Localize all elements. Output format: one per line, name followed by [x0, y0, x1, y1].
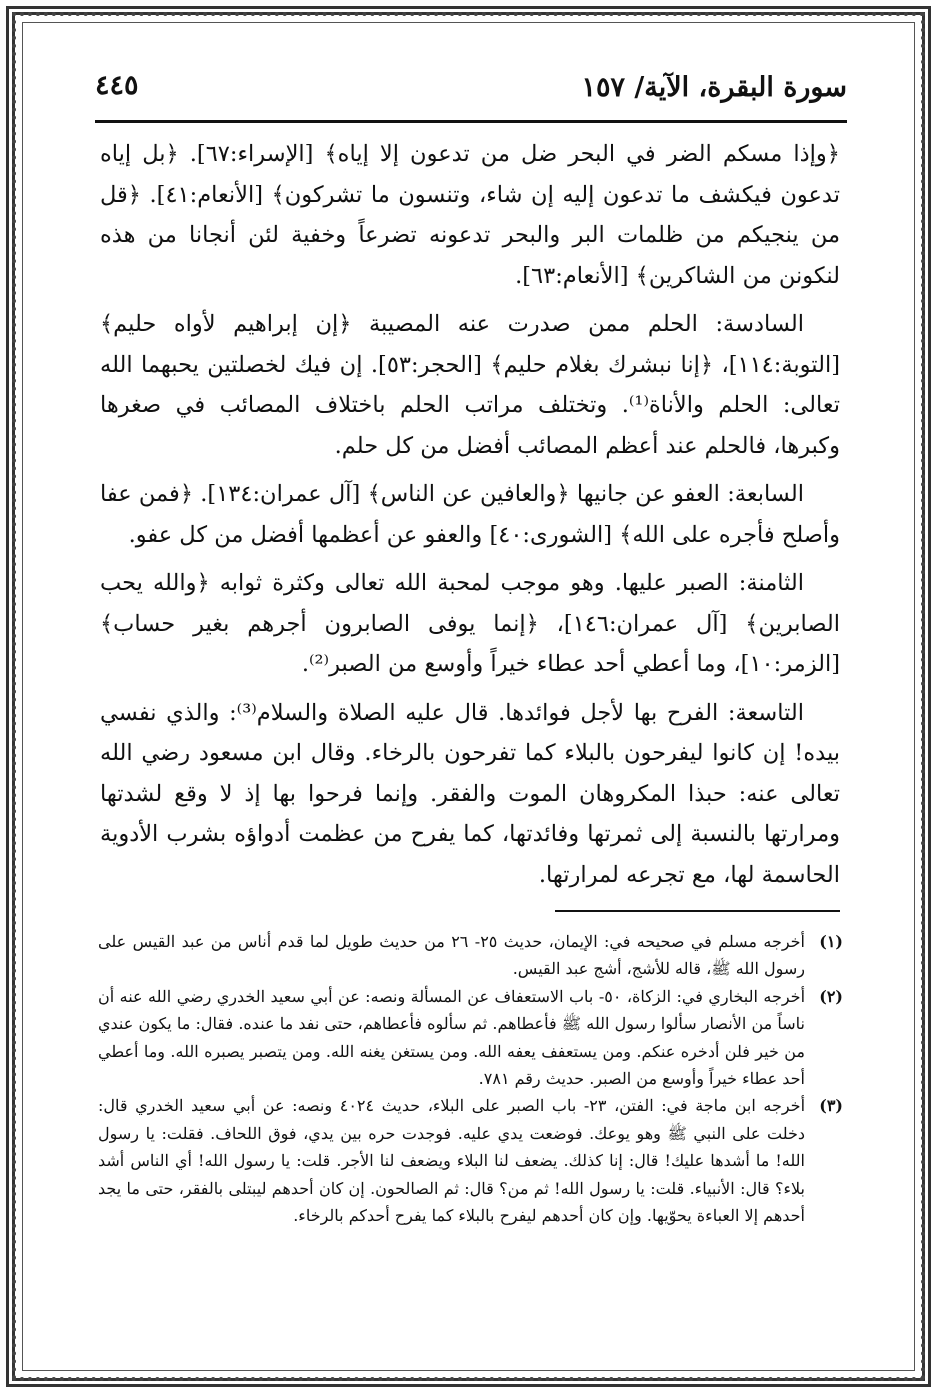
footnote-number: (١) — [819, 932, 843, 951]
main-text — [100, 134, 840, 895]
footnote-text: أخرجه البخاري في: الزكاة، ٥٠- باب الاستعفاف عن المسألة ونصه: عن أبي سعيد الخدري رضي الله عنه أن ناساً من الأنصار سألوا رسول الله ﷺ فأعطاهم. ثم سألوه فأعطاهم، حتى نفد ما عنده. فقال: ما يكون عندي من خير فلن أدخره عنكم. ومن يستعفف يعفه الله. ومن يستغن يغنه الله. ومن يتصبر يصبره الله. وما أعطي أحد عطاء خيراً وأوسع من الصبر. حديث رقم ٧٨١. — [98, 986, 806, 1089]
paragraph-eighth: الثامنة: الصبر عليها. وهو موجب لمحبة الله تعالى وكثرة ثوابه ﴿والله يحب الصابرين﴾ [آل عمران:١٤٦]، ﴿إنما يوفى الصابرون أجرهم بغير حساب﴾[الزمر:١٠]، وما أعطي أحد عطاء خيراً وأوسع من الصبر⁽²⁾. — [100, 570, 840, 677]
running-title: سورة البقرة، الآية/ ١٥٧ — [581, 72, 847, 103]
footnote-3 — [98, 1092, 843, 1229]
footnote-text: أخرجه مسلم في صحيحه في: الإيمان، حديث ٢٥- ٢٦ من حديث طويل لما قدم أناس من عبد القيس على رسول الله ﷺ، قاله للأشج، أشج عبد القيس. — [98, 932, 805, 979]
footnote-text: أخرجه ابن ماجة في: الفتن، ٢٣- باب الصبر على البلاء، حديث ٤٠٢٤ ونصه: عن أبي سعيد الخدري قال: دخلت على النبي ﷺ وهو يوعك. فوضعت يدي عليه. فوجدت حره بين يدي، فوق اللحاف. فقلت: يا رسول الله! ما أشدها عليك! قال: إنا كذلك. يضعف لنا البلاء ويضعف لنا الأجر. قلت: يا رسول الله! أي الناس أشد بلاء؟ قال: الأنبياء. قلت: يا رسول الله! ثم من؟ قال: ثم الصالحون. إن كان أحدهم ليبتلى بالفقر، حتى ما يجد أحدهم إلا العباءة يحوّيها. وإن كان أحدهم ليفرح بالبلاء كما يفرح أحدكم بالرخاء. — [98, 1096, 806, 1226]
footnote-rule — [555, 910, 840, 912]
paragraph-ninth: التاسعة: الفرح بها لأجل فوائدها. قال عليه الصلاة والسلام⁽³⁾: والذي نفسي بيده! إن كانوا ليفرحون بالبلاء كما تفرحون بالرخاء. وقال ابن مسعود رضي الله تعالى عنه: حبذا المكروهان الموت والفقر. وإنما فرحوا بها إذ لا وقع لشدتها ومرارتها بالنسبة إلى ثمرتها وفائدتها، كما يفرح من عظمت أدواؤه بشرب الأدوية الحاسمة لها، مع تجرعه لمرارتها. — [100, 699, 840, 888]
footnote-2 — [98, 983, 843, 1093]
paragraph-verses: ﴿وإذا مسكم الضر في البحر ضل من تدعون إلا إياه﴾ [الإسراء:٦٧]. ﴿بل إياه تدعون فيكشف ما تدعون إليه إن شاء، وتنسون ما تشركون﴾ [الأنعام:٤١]. ﴿قل من ينجيكم من ظلمات البر والبحر تدعونه تضرعاً وخفية لئن أنجانا من هذه لنكونن من الشاكرين﴾ [الأنعام:٦٣]. — [100, 141, 841, 289]
header-rule — [95, 120, 847, 123]
footnote-number: (٢) — [819, 986, 843, 1006]
footnote-number: (٣) — [819, 1096, 843, 1116]
page-header — [95, 64, 847, 114]
footnotes — [98, 928, 843, 1229]
paragraph-sixth: السادسة: الحلم ممن صدرت عنه المصيبة ﴿إن إبراهيم لأواه حليم﴾ [التوبة:١١٤]، ﴿إنا نبشرك بغلام حليم﴾ [الحجر:٥٣]. إن فيك لخصلتين يحبهما الله تعالى: الحلم والأناة⁽¹⁾. وتختلف مراتب الحلم باختلاف المصائب في صغرها وكبرها، فالحلم عند أعظم المصائب أفضل من كل حلم. — [100, 311, 841, 459]
paragraph-seventh: السابعة: العفو عن جانيها ﴿والعافين عن الناس﴾ [آل عمران:١٣٤]. ﴿فمن عفا وأصلح فأجره على الله﴾ [الشورى:٤٠] والعفو عن أعظمها أفضل من كل عفو. — [100, 481, 840, 548]
footnote-1 — [98, 928, 843, 983]
page-number: ٤٤٥ — [95, 70, 139, 101]
